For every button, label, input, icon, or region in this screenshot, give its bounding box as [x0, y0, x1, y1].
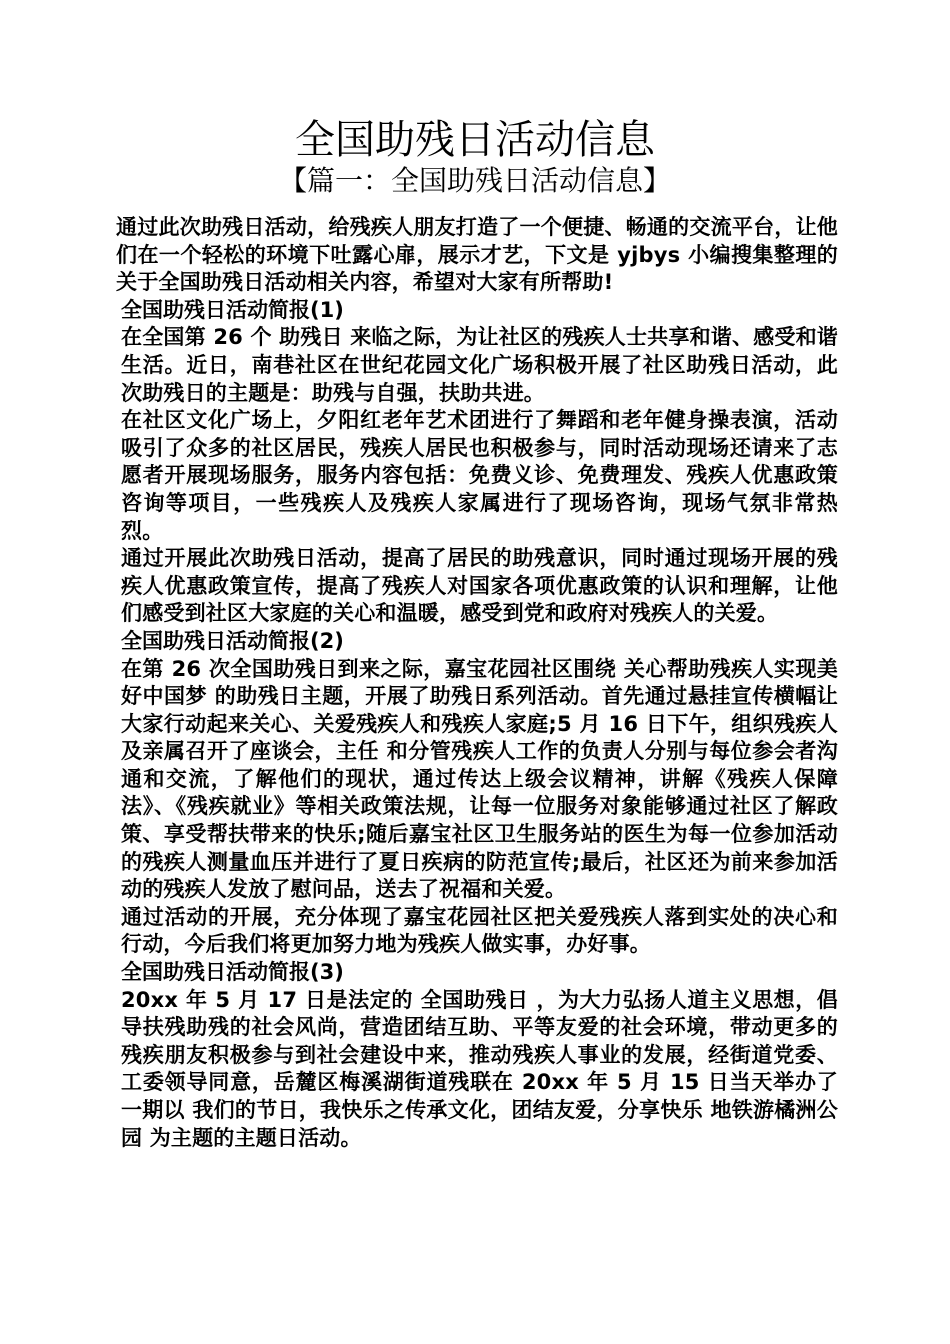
section-heading-1: 全国助残日活动简报(1): [121, 297, 344, 322]
paragraph: 通过活动的开展，充分体现了嘉宝花园社区把关爱残疾人落到实处的决心和行动，今后我们将更加努力地为残疾人做实事，办好事。: [121, 904, 838, 957]
paragraph: 在第 26 次全国助残日到来之际，嘉宝花园社区围绕 关心帮助残疾人实现美好中国梦 的助残日主题，开展了助残日系列活动。首先通过悬挂宣传横幅让大家行动起来关心、关爱残疾人和残疾人家庭;5 月 16 日下午，组织残疾人及亲属召开了座谈会，主任 和分管残疾人工作的负责人分别与每位参会者沟通和交流，了解他们的现状，通过传达上级会议精神，讲解《残疾人保障法》、《残疾就业》等相关政策法规，让每一位服务对象能够通过社区了解政策、享受帮扶带来的快乐;随后嘉宝社区卫生服务站的医生为每一位参加活动的残疾人测量血压并进行了夏日疾病的防范宣传;最后，社区还为前来参加活动的残疾人发放了慰问品，送去了祝福和关爱。: [121, 656, 838, 902]
document-title: 全国助残日活动信息: [295, 117, 655, 163]
paragraph: 20xx 年 5 月 17 日是法定的 全国助残日 ，为大力弘扬人道主义思想，倡导扶残助残的社会风尚，营造团结互助、平等友爱的社会环境，带动更多的残疾朋友积极参与到社会建设中来，推动残疾人事业的发展，经街道党委、工委领导同意，岳麓区梅溪湖街道残联在 20xx 年 5 月 15 日当天举办了一期以 我们的节日，我快乐之传承文化，团结友爱，分享快乐 地铁游橘洲公园 为主题的主题日活动。: [121, 987, 838, 1150]
document-subtitle: 【篇一：全国助残日活动信息】: [278, 164, 671, 197]
section-heading-3: 全国助残日活动简报(3): [121, 960, 344, 985]
document-body: [116, 214, 838, 1152]
intro-paragraph: 通过此次助残日活动，给残疾人朋友打造了一个便捷、畅通的交流平台，让他们在一个轻松的环境下吐露心扉，展示才艺，下文是 yjbys 小编搜集整理的关于全国助残日活动相关内容，希望对大家有所帮助!: [116, 215, 838, 295]
section-heading-2: 全国助残日活动简报(2): [121, 628, 344, 653]
paragraph: 通过开展此次助残日活动，提高了居民的助残意识，同时通过现场开展的残疾人优惠政策宣传，提高了残疾人对国家各项优惠政策的认识和理解，让他们感受到社区大家庭的关心和温暖，感受到党和政府对残疾人的关爱。: [121, 546, 838, 626]
paragraph: 在全国第 26 个 助残日 来临之际，为让社区的残疾人士共享和谐、感受和谐生活。近日，南巷社区在世纪花园文化广场积极开展了社区助残日活动，此次助残日的主题是：助残与自强，扶助共进。: [121, 325, 838, 405]
paragraph: 在社区文化广场上，夕阳红老年艺术团进行了舞蹈和老年健身操表演，活动吸引了众多的社区居民，残疾人居民也积极参与，同时活动现场还请来了志愿者开展现场服务，服务内容包括：免费义诊、免费理发、残疾人优惠政策咨询等项目，一些残疾人及残疾人家属进行了现场咨询，现场气氛非常热烈。: [121, 408, 838, 543]
